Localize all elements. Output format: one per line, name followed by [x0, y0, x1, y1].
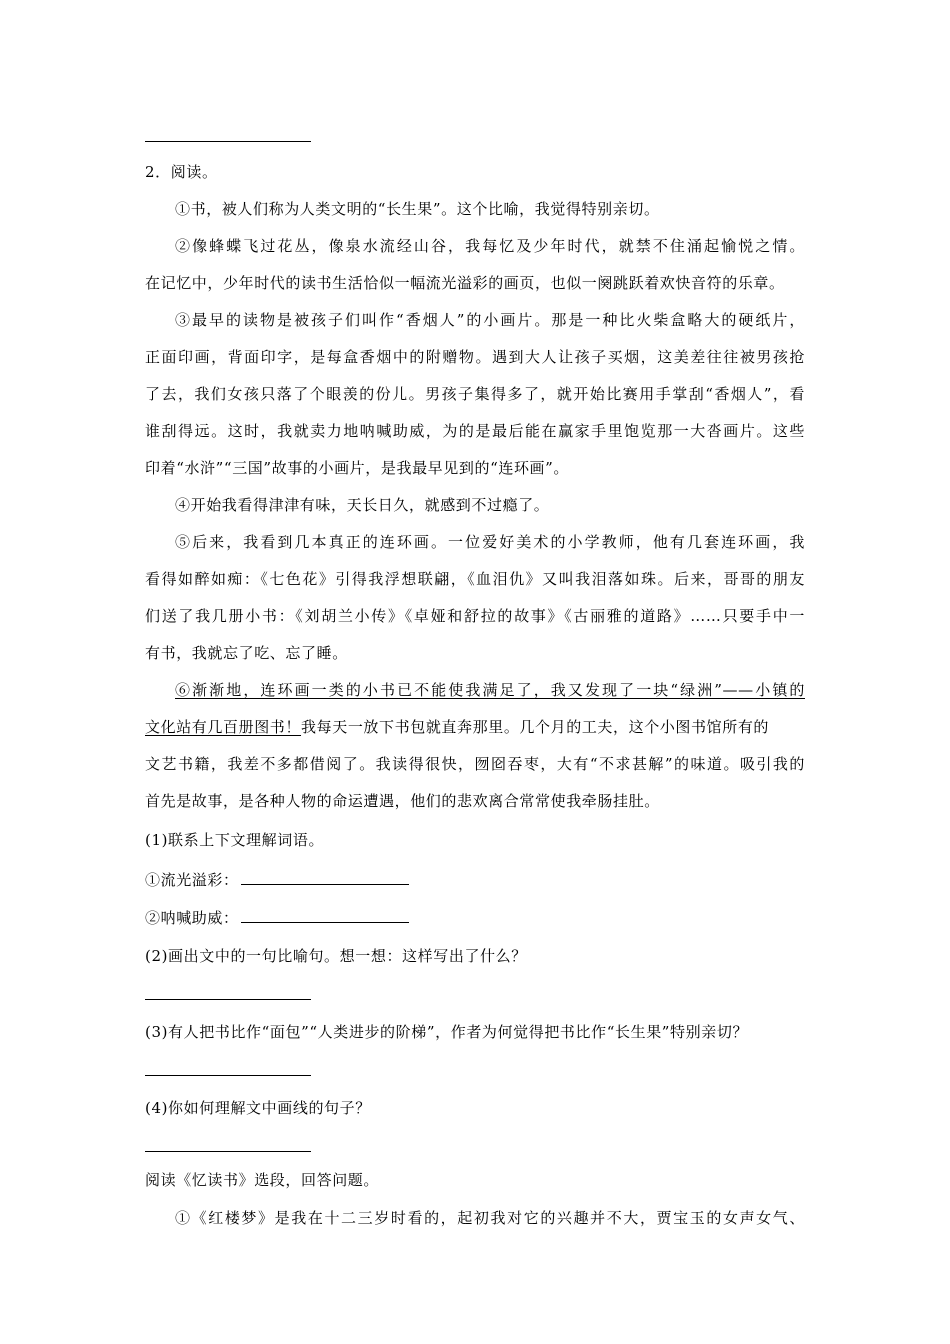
- answer-line[interactable]: [145, 1151, 311, 1152]
- paragraph-6-line: 首先是故事，是各种人物的命运遭遇，他们的悲欢离合常常使我牵肠挂肚。: [145, 792, 660, 810]
- paragraph-6-text: 我每天一放下书包就直奔那里。几个月的工夫，这个小图书馆所有的: [301, 718, 770, 736]
- sub-question-3: (3)有人把书比作“面包”“人类进步的阶梯”，作者为何觉得把书比作“长生果”特别亲切？: [145, 1023, 749, 1041]
- paragraph-2-line: 在记忆中，少年时代的读书生活恰似一幅流光溢彩的画页，也似一阕跳跃着欢快音符的乐章。: [145, 274, 785, 292]
- paragraph-5-line: 看得如醉如痴：《七色花》引得我浮想联翩，《血泪仇》又叫我泪落如珠。后来，哥哥的朋友: [145, 570, 805, 588]
- sub-question-1: (1)联系上下文理解词语。: [145, 831, 325, 849]
- answer-line[interactable]: [145, 1075, 311, 1076]
- sub-question-2: (2)画出文中的一句比喻句。想一想：这样写出了什么？: [145, 947, 527, 965]
- answer-blank[interactable]: [241, 869, 409, 885]
- paragraph-1: ①书，被人们称为人类文明的“长生果”。这个比喻，我觉得特别亲切。: [175, 200, 660, 218]
- underlined-sentence: ⑥渐渐地，连环画一类的小书已不能使我满足了，我又发现了一块“绿洲”——小镇的: [175, 681, 805, 699]
- paragraph-3-line: ③最早的读物是被孩子们叫作“香烟人”的小画片。那是一种比火柴盒略大的硬纸片，: [175, 311, 805, 329]
- paragraph-3-line: 了去，我们女孩只落了个眼羡的份儿。男孩子集得多了，就开始比赛用手掌刮“香烟人”，看: [145, 385, 805, 403]
- paragraph-3-line: 正面印画，背面印字，是每盒香烟中的附赠物。遇到大人让孩子买烟，这美差往往被男孩抢: [145, 348, 805, 366]
- paragraph-6-line: 文艺书籍，我差不多都借阅了。我读得很快，囫囵吞枣，大有“不求甚解”的味道。吸引我的: [145, 755, 805, 773]
- paragraph-5-line: 们送了我几册小书：《刘胡兰小传》《卓娅和舒拉的故事》《古丽雅的道路》……只要手中一: [145, 607, 805, 625]
- question-header: 2．阅读。: [145, 163, 218, 181]
- paragraph-3-line: 谁刮得远。这时，我就卖力地呐喊助威，为的是最后能在赢家手里饱览那一大沓画片。这些: [145, 422, 805, 440]
- term-label: ②呐喊助威：: [145, 909, 239, 927]
- sub-question-4: (4)你如何理解文中画线的句子？: [145, 1099, 371, 1117]
- sub-question-1b: [145, 907, 805, 928]
- paragraph-3-line: 印着“水浒”“三国”故事的小画片，是我最早见到的“连环画”。: [145, 459, 570, 477]
- term-label: ①流光溢彩：: [145, 871, 239, 889]
- paragraph-5-line: 有书，我就忘了吃、忘了睡。: [145, 644, 348, 662]
- paragraph-5-line: ⑤后来，我看到几本真正的连环画。一位爱好美术的小学教师，他有几套连环画，我: [175, 533, 805, 551]
- paragraph-4: ④开始我看得津津有味，天长日久，就感到不过瘾了。: [175, 496, 550, 514]
- paragraph-2-line: ②像蜂蝶飞过花丛，像泉水流经山谷，我每忆及少年时代，就禁不住涌起愉悦之情。: [175, 237, 805, 255]
- reading-intro: 阅读《忆读书》选段，回答问题。: [145, 1171, 380, 1189]
- sub-question-1a: [145, 869, 805, 890]
- reading-paragraph-1: ①《红楼梦》是我在十二三岁时看的，起初我对它的兴趣并不大，贾宝玉的女声女气、: [175, 1209, 805, 1227]
- paragraph-6-line: [145, 717, 805, 737]
- underlined-sentence-end: 文化站有几百册图书！: [145, 718, 302, 736]
- answer-line[interactable]: [145, 999, 311, 1000]
- answer-blank[interactable]: [241, 907, 409, 923]
- answer-line[interactable]: [145, 141, 311, 142]
